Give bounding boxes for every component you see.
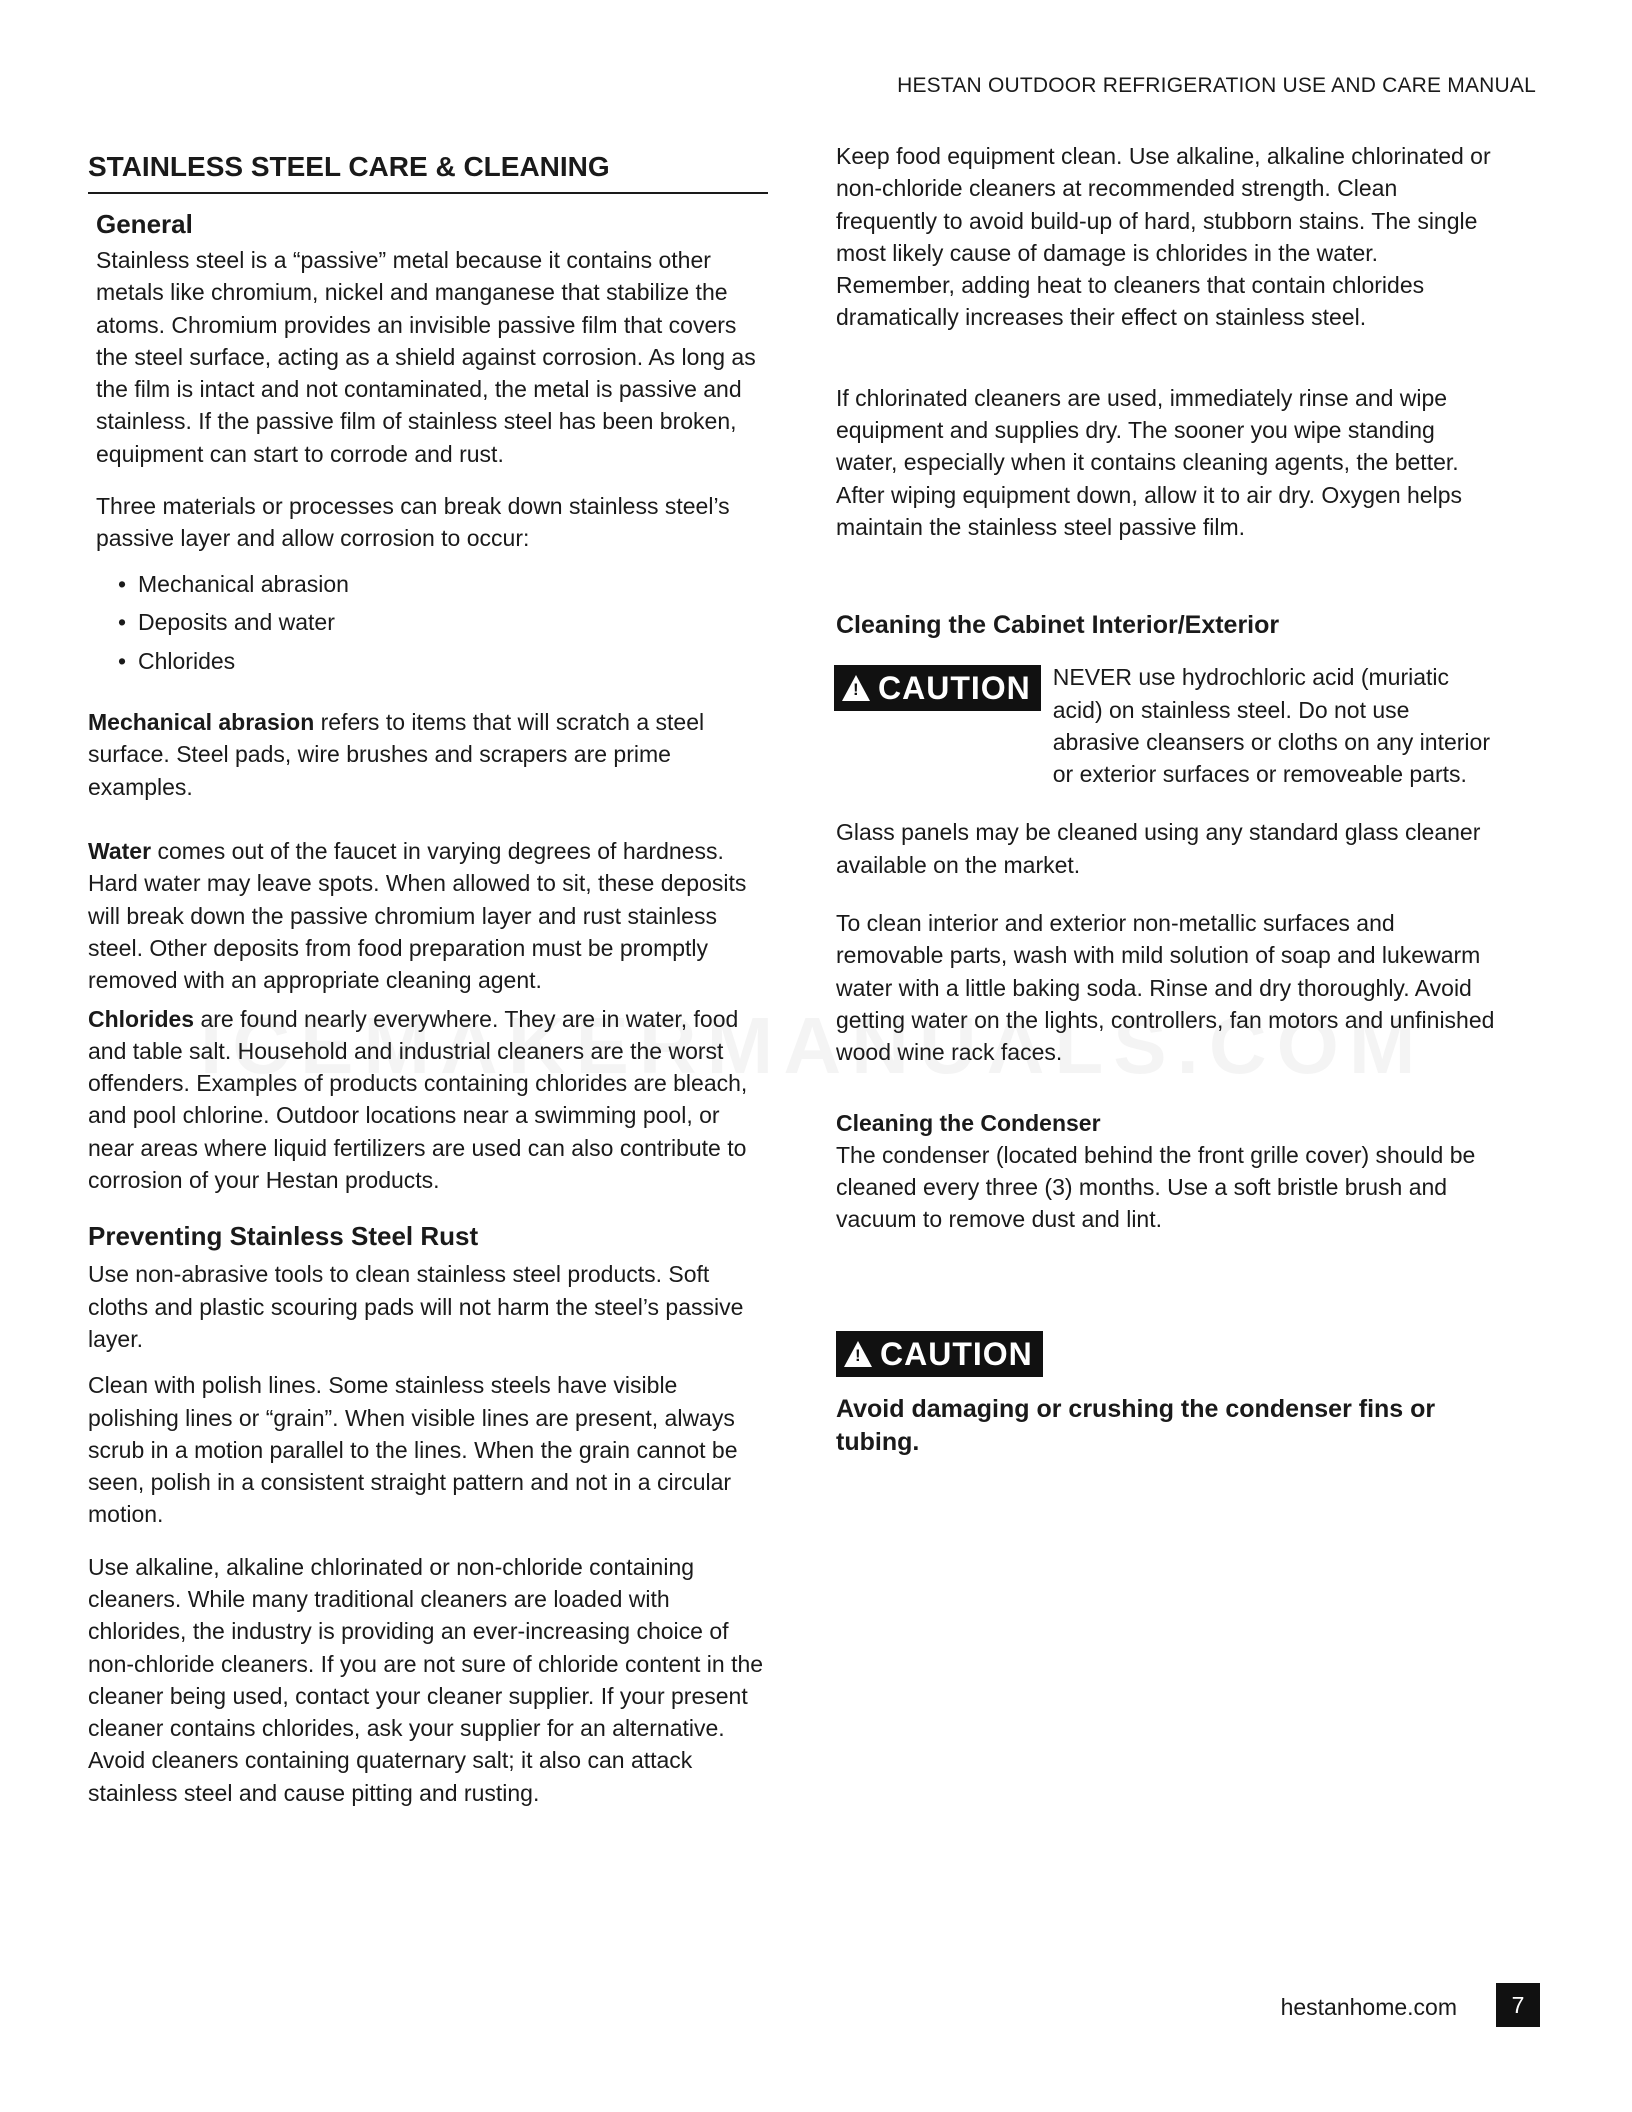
warning-icon: !: [844, 1341, 872, 1367]
condenser-paragraph: The condenser (located behind the front grille cover) should be cleaned every three (3) months. Use a soft bristle brush and vacuum to remove dust and lint.: [836, 1141, 1476, 1233]
term-chlorides: Chlorides: [88, 1005, 195, 1032]
rust-paragraph-1: Use non-abrasive tools to clean stainless steel products. Soft cloths and plastic scouring pads will not harm the steel’s passive layer.: [88, 1261, 744, 1352]
chlorinated-cleaners-paragraph: If chlorinated cleaners are used, immediately rinse and wipe equipment and supplies dry. The sooner you wipe standing water, especially when it contains cleaning agents, the better. After wiping equipment down, allow it to air dry. Oxygen helps maintain the stainless steel passive film.: [836, 384, 1462, 540]
chlorides-text: are found nearly everywhere. They are in water, food and table salt. Household and industrial cleaners are the worst offenders. Examples of products containing chlorides are bleach, and pool chlorine. Outdoor locations near a swimming pool, or near areas where liquid fertilizers are used can also contribute to corrosion of your Hestan products.: [88, 1005, 748, 1194]
condenser-caution: [836, 1331, 1496, 1377]
list-item: • Deposits and water: [118, 603, 768, 642]
rust-paragraph-3: Use alkaline, alkaline chlorinated or non-chloride containing cleaners. While many traditional cleaners are loaded with chlorides, the industry is providing an ever-increasing choice of non-chloride cleaners. If you are not sure of chloride content in the cleaner being used, contact your cleaner supplier. If your present cleaner contains chlorides, ask your supplier for an alternative. Avoid cleaners containing quaternary salt; it also can attack stainless steel and cause pitting and rusting.: [88, 1553, 764, 1806]
footer-url: hestanhome.com: [1280, 1994, 1457, 2020]
caution-text: NEVER use hydrochloric acid (muriatic acid) on stainless steel. Do not use abrasive cleansers or cloths on any interior or exterior surfaces or removeable parts.: [1052, 664, 1490, 788]
condenser-heading: Cleaning the Condenser: [836, 1109, 1101, 1136]
document-header: HESTAN OUTDOOR REFRIGERATION USE AND CARE MANUAL: [897, 74, 1536, 97]
right-column: [836, 140, 1496, 1458]
water-paragraph: [88, 835, 768, 996]
caution-label: ! CAUTION: [836, 1331, 1043, 1377]
water-text: comes out of the faucet in varying degrees of hardness. Hard water may leave spots. When allowed to sit, these deposits will break down the passive chromium layer and rust stainless steel. Other deposits from food preparation must be promptly removed with an appropriate cleaning agent.: [88, 838, 747, 994]
term-water: Water: [88, 838, 152, 865]
section-title: STAINLESS STEEL CARE & CLEANING: [88, 150, 768, 194]
cabinet-heading: Cleaning the Cabinet Interior/Exterior: [836, 611, 1280, 640]
rust-paragraph-2: Clean with polish lines. Some stainless steels have visible polishing lines or “grain”. When visible lines are present, always scrub in a motion parallel to the lines. When the grain cannot be seen, polish in a consistent straight pattern and not in a circular motion.: [88, 1372, 738, 1528]
warning-icon: !: [842, 675, 870, 701]
glass-panels-paragraph: Glass panels may be cleaned using any standard glass cleaner available on the market.: [836, 819, 1481, 878]
term-mechanical-abrasion: Mechanical abrasion: [88, 709, 315, 736]
general-paragraph-1: Stainless steel is a “passive” metal because it contains other metals like chromium, nickel and manganese that stabilize the atoms. Chromium provides an invisible passive film that covers the steel surface, acting as a shield against corrosion. As long as the film is intact and not contaminated, the metal is passive and stainless. If the passive film of stainless steel has been broken, equipment can start to corrode and rust.: [96, 247, 756, 467]
caution-row: [834, 663, 1496, 790]
list-item: • Chlorides: [118, 642, 768, 681]
non-metallic-paragraph: To clean interior and exterior non-metallic surfaces and removable parts, wash with mild solution of soap and lukewarm water with a little baking soda. Rinse and dry thoroughly. Avoid getting water on the lights, controllers, fan motors and unfinished wood wine rack faces.: [836, 910, 1495, 1066]
chlorides-paragraph: [88, 1003, 768, 1197]
cabinet-caution-block: [834, 663, 1496, 790]
mechanical-abrasion-paragraph: [88, 706, 768, 803]
list-item: • Mechanical abrasion: [118, 565, 768, 604]
page-number: 7: [1496, 1983, 1540, 2027]
condenser-warning: Avoid damaging or crushing the condenser fins or tubing.: [836, 1395, 1436, 1456]
general-paragraph-2: Three materials or processes can break down stainless steel’s passive layer and allow corrosion to occur:: [96, 493, 730, 552]
preventing-rust-heading: Preventing Stainless Steel Rust: [88, 1221, 479, 1252]
caution-label: ! CAUTION: [834, 665, 1041, 711]
corrosion-causes-list: [88, 565, 768, 681]
left-column: [88, 150, 768, 1809]
keep-clean-paragraph: Keep food equipment clean. Use alkaline, alkaline chlorinated or non-chloride cleaners at recommended strength. Clean frequently to avoid build-up of hard, stubborn stains. The single most likely cause of damage is chlorides in the water. Remember, adding heat to cleaners that contain chlorides dramatically increases their effect on stainless steel.: [836, 143, 1491, 331]
general-heading: General: [96, 209, 193, 239]
mechanical-abrasion-text: refers to items that will scratch a steel surface. Steel pads, wire brushes and scrapers are prime examples.: [88, 709, 705, 800]
